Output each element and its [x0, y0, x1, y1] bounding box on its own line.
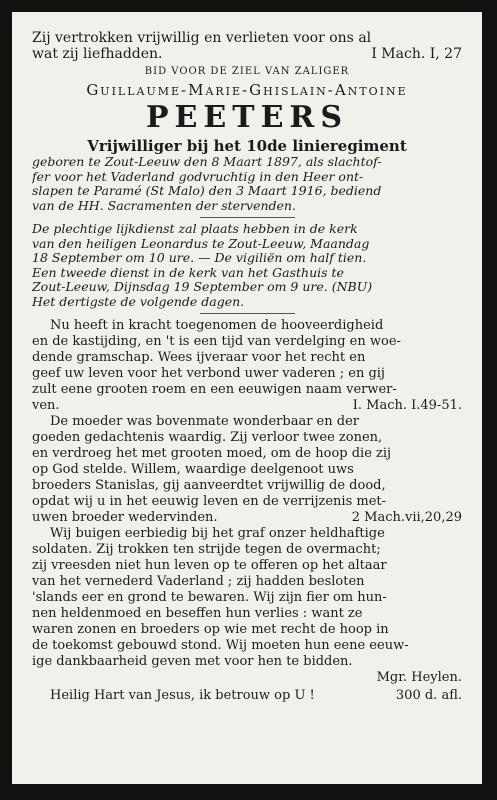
passage-line: van het vernederd Vaderland ; zij hadden besloten [32, 574, 365, 589]
service-line: Een tweede dienst in de kerk van het Gasthuis te [32, 265, 344, 280]
biography [32, 155, 462, 213]
passage-line: Nu heeft in kracht toegenomen de hooveerdigheid [50, 318, 384, 333]
bio-line: slapen te Paramé (St Malo) den 3 Maart 1916, bediend [32, 184, 382, 198]
passage-reference: 2 Mach.vii,20,29 [351, 510, 462, 525]
passage-line: ige dankbaarheid geven met voor hen te bidden. [32, 654, 353, 669]
memorial-card [12, 12, 482, 784]
passage-line: geef uw leven voor het verbond uwer vaderen ; en gij [32, 366, 385, 381]
bio-line: fer voor het Vaderland godvruchtig in den Heer ont- [32, 169, 364, 184]
service-line: De plechtige lijkdienst zal plaats hebben in de kerk [32, 222, 358, 236]
passage-maccabees-1 [32, 318, 462, 414]
surname: PEETERS [145, 100, 349, 135]
passage-line: zij vreesden niet hun leven op te offeren op het altaar [32, 558, 387, 573]
epigraph-line-1: Zij vertrokken vrijwillig en verlieten voor ons al [32, 30, 372, 46]
divider [200, 313, 295, 314]
passage-line: nen heldenmoed en beseffen hun verlies : want ze [32, 606, 363, 621]
passage-line: zult eene grooten roem en een eeuwigen naam verwer- [32, 382, 397, 397]
passage-line: uwen broeder wedervinden. [32, 510, 218, 525]
passage-reference: Mgr. Heylen. [376, 670, 462, 685]
epigraph-line-2: wat zij liefhadden. [32, 46, 163, 62]
divider [200, 217, 295, 218]
passage-line: en de kastijding, en 't is een tijd van verdelging en woe- [32, 334, 401, 349]
service-line: Het dertigste de volgende dagen. [32, 294, 245, 309]
passage-line: de toekomst gebouwd stond. Wij moeten hun eene eeuw- [32, 638, 409, 653]
passage-line: De moeder was bovenmate wonderbaar en der [50, 414, 359, 429]
passage-line: soldaten. Zij trokken ten strijde tegen de overmacht; [32, 542, 381, 557]
closing-prayer: Heilig Hart van Jesus, ik betrouw op U ! [50, 688, 315, 703]
passage-line: op God stelde. Willem, waardige deelgenoot uws [32, 462, 354, 477]
given-names: Guillaume-Marie-Ghislain-Antoine [86, 81, 408, 99]
closing [32, 688, 462, 703]
passage-maccabees-2 [32, 414, 462, 526]
service-line: Zout-Leeuw, Dijnsdag 19 September om 9 ure. (NBU) [32, 280, 373, 294]
passage-line: ven. [32, 398, 60, 413]
service-notice [32, 222, 462, 309]
passage-line: 'slands eer en grond te bewaren. Wij zijn fier om hun- [32, 590, 387, 605]
epigraph [32, 30, 462, 62]
passage-line: waren zonen en broeders op wie met recht de hoop in [32, 622, 389, 637]
passage-line: Wij buigen eerbiedig bij het graf onzer heldhaftige [50, 526, 385, 541]
subtitle: Vrijwilliger bij het 10de linieregiment [87, 137, 407, 155]
passage-line: broeders Stanislas, gij aanveerdtet vrijwillig de dood, [32, 478, 386, 493]
passage-line: goeden gedachtenis waardig. Zij verloor twee zonen, [32, 430, 383, 445]
bio-line: van de HH. Sacramenten der stervenden. [32, 198, 296, 213]
passage-line: en verdroeg het met grooten moed, om de hoop die zij [32, 446, 392, 461]
bid-heading: BID VOOR DE ZIEL VAN ZALIGER [144, 66, 350, 77]
epigraph-reference: I Mach. I, 27 [371, 46, 462, 62]
indulgence: 300 d. afl. [395, 688, 462, 703]
service-line: 18 September om 10 ure. — De vigiliën om half tien. [32, 251, 367, 265]
passage-line: opdat wij u in het eeuwig leven en de verrijzenis met- [32, 494, 387, 509]
service-line: van den heiligen Leonardus te Zout-Leeuw, Maandag [32, 236, 370, 251]
passage-reference: I. Mach. I.49-51. [352, 398, 462, 413]
bio-line: geboren te Zout-Leeuw den 8 Maart 1897, als slachtof- [32, 155, 382, 169]
passage-line: dende gramschap. Wees ijveraar voor het recht en [32, 350, 366, 365]
passage-heylen [32, 526, 462, 686]
